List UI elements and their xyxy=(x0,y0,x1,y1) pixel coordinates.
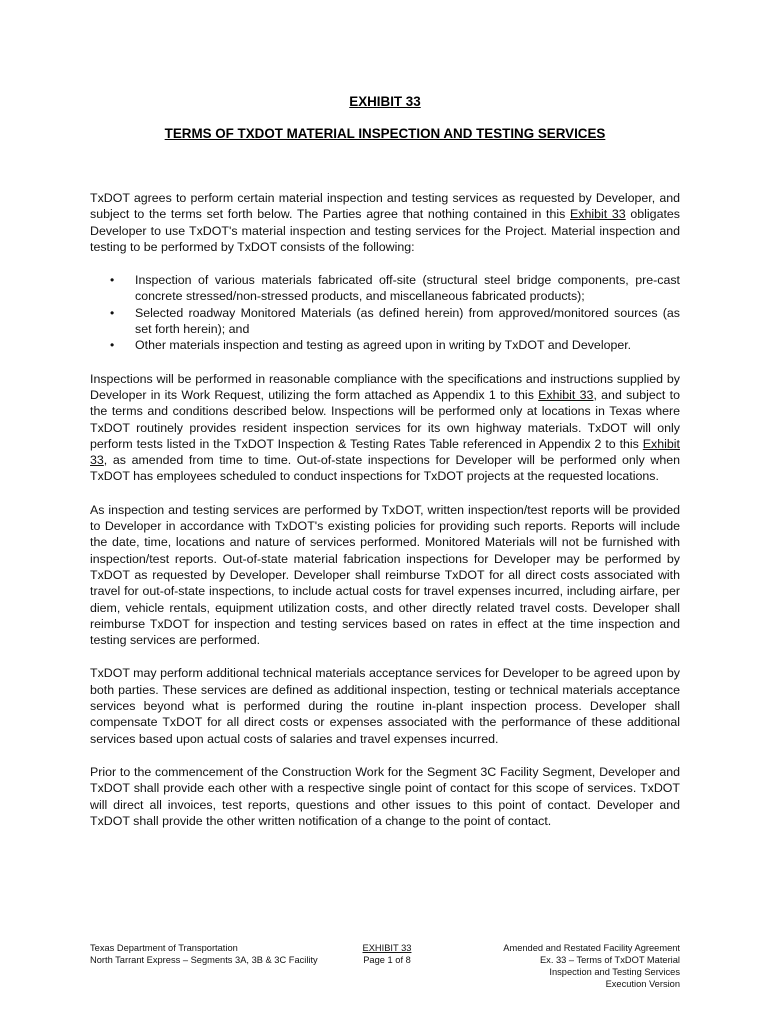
footer-right xyxy=(440,942,680,990)
paragraph-inspections-text-a: Inspections will be performed in reasonable compliance with the specifications and instructions supplied by Developer in its Work Request, utilizing the form attached as Appendix 1 to this xyxy=(90,371,680,402)
paragraph-inspections-text-b: , and subject to the terms and conditions described below. Inspections will be performed only at locations in Texas where TxDOT routinely provides resident inspection services for its own highway materials. TxDOT will only perform tests listed in the TxDOT Inspection & Testing Rates Table referenced in Appendix 2 to this xyxy=(90,387,680,451)
page-number: Page 1 of 8 xyxy=(363,955,411,965)
footer-left-line: Texas Department of Transportation xyxy=(90,943,238,953)
paragraph-intro-text-b: obligates Developer to use TxDOT's material inspection and testing services for the Project. Material inspection and testing to be performed by TxDOT consists of the following: xyxy=(90,207,680,254)
footer-left xyxy=(90,942,350,966)
paragraph-intro xyxy=(90,190,680,255)
bullet-item: • Other materials inspection and testing as agreed upon in writing by TxDOT and Developer. xyxy=(135,337,680,353)
footer-left-line: North Tarrant Express – Segments 3A, 3B & 3C Facility xyxy=(90,955,318,965)
services-bullet-list xyxy=(90,272,680,353)
footer-right-line: Execution Version xyxy=(605,979,680,989)
paragraph-intro-text-a: TxDOT agrees to perform certain material inspection and testing services as requested by Developer, and subject to the terms set forth below. The Parties agree that nothing contained in this xyxy=(90,191,680,222)
footer-center xyxy=(357,942,417,966)
paragraph-additional-services: TxDOT may perform additional technical materials acceptance services for Developer to be agreed upon by both parties. These services are defined as additional inspection, testing or technical materials acceptance services beyond what is performed during the routine in-plant inspection process. Developer shall compensate TxDOT for all direct costs or expenses associated with the performance of these additional services based upon actual costs of salaries and travel expenses incurred. xyxy=(90,666,680,746)
bullet-item: • Selected roadway Monitored Materials (as defined herein) from approved/monitored sources (as set forth herein); and xyxy=(135,305,680,338)
paragraph-inspections-text-c: , as amended from time to time. Out-of-state inspections for Developer will be performed only when TxDOT has employees scheduled to conduct inspections for TxDOT projects at the requested locations. xyxy=(90,453,680,484)
exhibit-reference-link: Exhibit 33 xyxy=(538,387,594,402)
exhibit-heading: EXHIBIT 33 xyxy=(349,94,421,109)
footer-right-line: Ex. 33 – Terms of TxDOT Material xyxy=(539,955,680,965)
bullet-item: • Inspection of various materials fabricated off-site (structural steel bridge components, pre-cast concrete stressed/non-stressed products, and miscellaneous fabricated products); xyxy=(135,272,680,305)
exhibit-reference-link: Exhibit 33 xyxy=(570,207,626,222)
footer-right-line: Inspection and Testing Services xyxy=(549,967,680,977)
document-body xyxy=(90,190,680,846)
footer-exhibit-label: EXHIBIT 33 xyxy=(362,943,412,953)
exhibit-reference-link: Exhibit 33 xyxy=(90,436,680,468)
paragraph-inspections xyxy=(90,371,680,485)
document-title: TERMS OF TXDOT MATERIAL INSPECTION AND TESTING SERVICES xyxy=(164,126,606,141)
paragraph-point-of-contact: Prior to the commencement of the Construction Work for the Segment 3C Facility Segment, Developer and TxDOT shall provide each other with a respective single point of contact for this scope of services. TxDOT will direct all invoices, test reports, questions and other issues to this point of contact. Developer and TxDOT shall provide the other written notification of a change to the point of contact. xyxy=(90,764,680,828)
footer-right-line: Amended and Restated Facility Agreement xyxy=(503,943,680,953)
paragraph-reports: As inspection and testing services are performed by TxDOT, written inspection/test reports will be provided to Developer in accordance with TxDOT's existing policies for providing such reports. Reports will include the date, time, locations and nature of services performed. Monitored Materials will not be furnished with inspection/test reports. Out-of-state material fabrication inspections for Developer may be performed by TxDOT as requested by Developer. Developer shall reimburse TxDOT for all direct costs associated with travel for out-of-state inspections, to include actual costs for travel expenses incurred, including airfare, per diem, vehicle rentals, equipment utilization costs, and other directly related travel costs. Developer shall reimburse TxDOT for inspection and testing services based on rates in effect at the time inspection and testing services are performed. xyxy=(90,502,680,648)
